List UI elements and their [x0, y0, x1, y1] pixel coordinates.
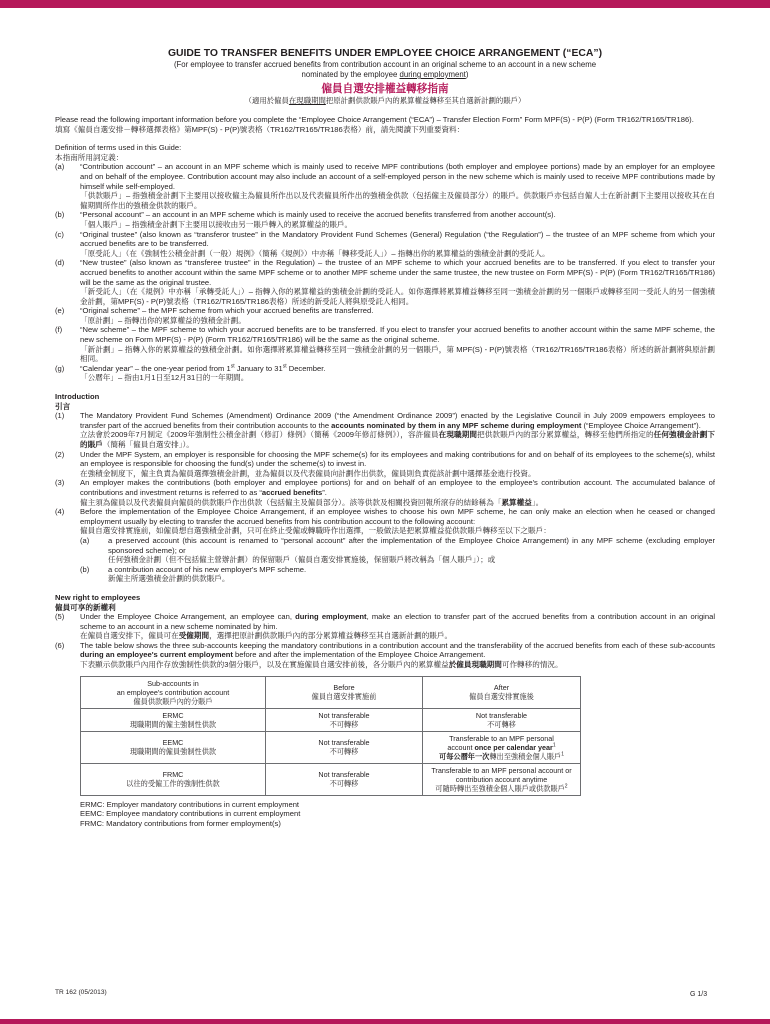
sub-accounts-table [80, 676, 581, 796]
abbreviation-notes [80, 800, 715, 829]
intro-item-2 [55, 450, 715, 479]
definition-item-a [55, 162, 715, 210]
intro-p1-zh [80, 430, 715, 449]
intro-p4-zh: 僱員自選安排實施前，如僱員想自選強積金計劃，只可在終止受僱或轉職時作出選擇，一般做法是把累算權益從供款賬戶轉移至以下之賬戶： [80, 526, 551, 536]
cell-text: Transferable to an MPF personal [449, 733, 554, 743]
definition-number: (e) [55, 306, 65, 316]
text-run: 可作轉移的情況。 [501, 660, 563, 670]
page-subtitle [55, 60, 715, 70]
text-run: 立法會於2009年7月制定《2009年強制性公積金計劃（修訂）條例》（簡稱《2009年修訂條例》），容許僱員 [80, 430, 439, 440]
sub-item-letter: (a) [80, 535, 90, 545]
text-bold: 累算權益 [501, 497, 532, 507]
item-number: (2) [55, 449, 65, 459]
text-bold: accrued benefits [261, 487, 323, 497]
sub-item-letter: (b) [80, 564, 90, 574]
introduction-heading-zh: 引言 [55, 401, 71, 411]
p6-zh [80, 660, 715, 670]
text-run: 下表顯示供款賬戶內用作存放強制性供款的3個分賬戶，以及在實施僱員自選安排前後，各分賬戶內的累算權益 [80, 660, 449, 670]
subtitle-line-1: (For employee to transfer accrued benefits from contribution account in an original scheme to an account in a new scheme [173, 60, 597, 69]
item-number: (6) [55, 640, 65, 650]
table-cell [266, 731, 423, 763]
text-bold: 受僱期間 [178, 631, 210, 641]
header-text: an employee's contribution account [116, 687, 230, 697]
definition-number: (g) [55, 363, 65, 373]
cell-text-zh [426, 784, 577, 793]
cell-text: EEMC [162, 738, 184, 748]
cell-text: Not transferable [318, 738, 370, 748]
definition-item-b [55, 210, 715, 229]
definition-item-g [55, 364, 715, 383]
ordinal-suffix: st [282, 363, 287, 370]
definition-item-c [55, 230, 715, 259]
header-text-zh: 僱員供款賬戶內的分賬戶 [133, 696, 213, 706]
cell-text-zh [426, 752, 577, 761]
definition-item-d [55, 258, 715, 306]
intro-sub-b [80, 565, 715, 584]
table-cell [81, 731, 266, 763]
text-run: Under the Employee Choice Arrangement, an employee can, [80, 612, 296, 622]
sub-text-en: a preserved account (this account is renamed to “personal account” after the implementation of the Employee Choice Arrangement) in any MPF scheme (excluding employer sponsored scheme); or [108, 535, 715, 555]
text-bold: 於僱員現職期間 [448, 660, 502, 670]
cell-text-zh: 現職期間的僱員強制性供款 [129, 747, 217, 757]
table-cell [423, 731, 581, 763]
new-right-heading-en: New right to employees [55, 592, 141, 602]
header-text-zh: 僱員自選安排實施前 [311, 692, 377, 702]
table-header-sub-accounts [81, 676, 266, 708]
cell-text: contribution account anytime [455, 774, 548, 784]
text-run: The Mandatory Provident Fund Schemes (Amendment) Ordinance 2009 (“the Amendment Ordinance 2009”) enacted by the Legislative Council in July 2009 empowers employees to transfer part of the accrued benefits from their contribution accounts to the [80, 411, 715, 430]
definition-text-zh: 「新計劃」– 指轉入你的累算權益的強積金計劃。如你選擇將累算權益轉移至同一強積金計劃的另一個賬戶，第 MPF(S) - P(P)號表格（TR162/TR165/TR186表格）所述的新計劃將與原計劃相同。 [80, 344, 715, 364]
cell-text: Not transferable [475, 710, 528, 720]
text-bold: during employment [295, 612, 367, 622]
note-line: EEMC: Employee mandatory contributions in current employment [80, 809, 301, 819]
cell-text: FRMC [162, 770, 184, 780]
text-run: 」。 [531, 497, 544, 507]
text-run: 在僱員自選安排下，僱員可在 [80, 631, 179, 641]
item-number: (5) [55, 612, 65, 622]
text-bold: accounts nominated by them in any MPF scheme during employment [331, 420, 582, 430]
definition-text-en: “Contribution account” – an account in an MPF scheme which is mainly used to receive MPF contributions (both employer and employee portions) made by an employer for an employee and on behalf of the employee. Contribution account may also include an account of a self-employed person in the new scheme which is mainly used to receive MPF contributions made by himself while self-employed. [80, 162, 715, 191]
header-text: Before [333, 683, 355, 693]
subtitle-underlined: during employment [399, 70, 466, 79]
cell-text: ERMC [162, 710, 184, 720]
form-code: TR 162 (05/2013) [55, 989, 107, 996]
definition-item-f [55, 325, 715, 363]
intro-p2-zh: 在強積金制度下，僱主負責為僱員選擇強積金計劃，並為僱員以及代表僱員向計劃作出供款，僱員則負責從該計劃中選擇基金進行投資。 [80, 468, 536, 478]
intro-p4-en: Before the implementation of the Employee Choice Arrangement, if an employee wishes to choose his own MPF scheme, he can only make an election when he ceased or changed employment usually by electing to transfer the accrued benefits from his contribution account to the following account: [80, 507, 715, 526]
text-run: The table below shows the three sub-accounts keeping the mandatory contributions in a contribution account and the transferability of the accrued benefits from each of these sub-accounts [80, 640, 715, 650]
table-header-after [423, 676, 581, 708]
sub-text-zh: 任何強積金計劃（但不包括僱主營辦計劃）的保留賬戶（僱員自選安排實施後，保留賬戶將改稱為「個人賬戶」）；或 [108, 555, 496, 565]
text-run: 把供款賬戶內的部分累算權益，轉移至他們所指定的 [477, 430, 654, 440]
cell-text: Transferable to an MPF personal account or [431, 765, 572, 775]
table-row [81, 763, 581, 795]
definition-number: (d) [55, 258, 65, 268]
footnote-marker: 1 [561, 751, 564, 758]
cell-text-zh: 現職期間的僱主強制性供款 [129, 719, 217, 729]
cell-text-zh: 不可轉移 [329, 719, 359, 729]
text-bold: 可每公曆年一次 [439, 751, 490, 761]
new-right-item-6 [55, 641, 715, 670]
top-accent-bar [0, 0, 770, 8]
text-run: , make an election to transfer part of the accrued benefits from a contribution account in an original scheme to an account in a new scheme nominated by him. [80, 612, 716, 631]
p6-en [80, 641, 715, 660]
definition-text-zh: 「新受託人」（在《規例》中亦稱「承轉受託人」）– 指轉入你的累算權益的強積金計劃的受託人。如你選擇將累算權益轉移至同一強積金計劃的另一個賬戶或轉移至同一受託人的另一個強積金計劃，第MPF(S) - P(P)號表格（TR162/TR165/TR186表格）所述的新受託人將與原受託人相同。 [80, 287, 715, 306]
text-run: 可隨時轉出至強積金個人賬戶或供款賬戶 [435, 783, 565, 793]
definition-number: (b) [55, 210, 65, 220]
text-run: (“Employee Choice Arrangement”). [581, 420, 701, 430]
intro-p3-en [80, 478, 715, 497]
new-right-heading-zh: 僱員可享的新權利 [55, 602, 116, 612]
text-bold: 在現職期間 [438, 430, 478, 440]
guide-page [55, 48, 715, 829]
definition-text-en: “New scheme” – the MPF scheme to which your accrued benefits are to be transferred. If you elect to transfer your accrued benefits to another account within the same MPF scheme, the new scheme on Form MPF(S) - P(P) (Form TR162/TR165/TR186) will be the same as the original scheme. [80, 325, 715, 345]
cell-text-zh: 不可轉移 [329, 779, 359, 789]
ordinal-suffix: st [230, 363, 235, 370]
intro-p2-en: Under the MPF System, an employer is responsible for choosing the MPF scheme(s) for its employees and making contributions for and on behalf of its employees to the scheme(s), whilst an employee is responsible for choosing the fund(s) under the scheme(s) to invest in. [80, 449, 715, 469]
page-title: GUIDE TO TRANSFER BENEFITS UNDER EMPLOYEE CHOICE ARRANGEMENT (“ECA”) [167, 48, 603, 59]
chinese-subtitle [55, 96, 715, 106]
definition-text-en: “Original scheme” – the MPF scheme from which your accrued benefits are transferred. [80, 306, 374, 316]
definition-text-zh: 「公曆年」– 指由1月1日至12月31日的一年期間。 [80, 373, 249, 383]
table-cell [266, 708, 423, 731]
item-number: (4) [55, 507, 65, 517]
table-cell [423, 763, 581, 795]
definition-number: (c) [55, 229, 64, 239]
definition-text-zh: 「原受託人」（在《強制性公積金計劃（一般）規例》（簡稱《規例》）中亦稱「轉移受託人」）– 指轉出你的累算權益的強積金計劃的受託人。 [80, 248, 550, 258]
table-header-before [266, 676, 423, 708]
item-number: (3) [55, 478, 65, 488]
text-run: before and after the implementation of the Employee Choice Arrangement. [232, 650, 486, 660]
definition-text-zh: 「供款賬戶」– 指強積金計劃下主要用以接收僱主為僱員所作出以及代表僱員所作出的強積金供款（包括僱主及僱員部分）的賬戶。供款賬戶亦包括自僱人士在新計劃下主要用以接收其在自僱期間所作出的強積金供款的賬戶。 [80, 191, 715, 210]
text-bold: during an employee's current employment [80, 650, 233, 660]
text-run: （簡稱「僱員自選安排」）。 [102, 440, 194, 449]
cell-text: Not transferable [318, 770, 370, 780]
text-run: An employer makes the contributions (both employer and employee portions) for and on behalf of an employee to the employee's contribution account. The accumulated balance of contributions and investment returns is referred to as “ [80, 478, 715, 497]
page-subtitle-2 [55, 70, 715, 80]
note-line: FRMC: Mandatory contributions from former employment(s) [80, 819, 281, 829]
table-cell [266, 763, 423, 795]
new-right-item-5 [55, 612, 715, 641]
text-bold: once per calendar year [474, 742, 553, 752]
cell-text: Not transferable [318, 710, 370, 720]
definition-text-en: “Original trustee” (also known as “transferor trustee” in the Mandatory Provident Fund Schemes (General) Regulation (“the Regulation”) – the trustee of an MPF scheme from which your accrued benefits are to be transferred. [80, 229, 715, 249]
intro-item-1 [55, 411, 715, 449]
intro-text-zh: 填寫《僱員自選安排－轉移選擇表格》第MPF(S) - P(P)號表格（TR162/TR165/TR186表格）前，請先閱讀下列重要資料： [55, 124, 465, 134]
header-text: Sub-accounts in [147, 678, 199, 688]
bottom-accent-bar [0, 1019, 770, 1024]
introduction-heading-en: Introduction [55, 392, 100, 402]
intro-item-3 [55, 478, 715, 507]
table-cell [423, 708, 581, 731]
sub-text-zh: 新僱主所選強積金計劃的供款賬戶。 [108, 574, 230, 584]
intro-sub-a [80, 536, 715, 565]
definition-text-en [80, 364, 715, 374]
cell-text [426, 743, 577, 752]
p5-zh [80, 631, 715, 641]
subtitle-line-2: nominated by the employee [301, 70, 400, 79]
text-bold: 任何強積金計劃下的賬戶 [80, 430, 716, 449]
cell-text-zh: 以往的受僱工作的強制性供款 [126, 779, 220, 789]
table-cell [81, 763, 266, 795]
table-header-row [81, 676, 581, 708]
table-cell [81, 708, 266, 731]
chinese-subtitle-underlined: 在現職期間 [288, 96, 326, 105]
table-row [81, 731, 581, 763]
item-number: (1) [55, 411, 65, 421]
text-run: 僱主須為僱員以及代表僱員向僱員的供款賬戶作出供款（包括僱主及僱員部分）。該等供款及相關投資回報所滾存的結餘稱為「 [80, 497, 502, 507]
text-run: ”. [322, 487, 327, 497]
definition-number: (a) [55, 162, 65, 172]
chinese-title: 僱員自選安排權益轉移指南 [321, 83, 449, 95]
sub-text-en: a contribution account of his new employer's MPF scheme. [108, 564, 307, 574]
footnote-marker: 2 [564, 783, 568, 790]
note-line: ERMC: Employer mandatory contributions in current employment [80, 799, 300, 809]
calendar-year-text-2: January to 31 [234, 363, 283, 373]
intro-item-4 [55, 507, 715, 584]
p5-en [80, 612, 715, 631]
table-row [81, 708, 581, 731]
text-run: account [447, 742, 475, 752]
definition-text-zh: 「個人賬戶」– 指強積金計劃下主要用以接收由另一賬戶轉入的累算權益的賬戶。 [80, 219, 353, 229]
intro-p3-zh [80, 498, 715, 508]
cell-text-zh: 不可轉移 [487, 719, 516, 729]
header-text-zh: 僱員自選安排實施後 [469, 692, 534, 702]
chinese-subtitle-1: （適用於僱員 [244, 96, 289, 105]
definition-item-e [55, 306, 715, 325]
definition-text-en: “Personal account” – an account in an MPF scheme which is mainly used to receive the accrued benefits transferred from another account(s). [80, 210, 556, 220]
header-text: After [493, 683, 510, 693]
calendar-year-text-1: “Calendar year” – the one-year period from 1 [80, 363, 231, 373]
subtitle-close: ) [465, 70, 469, 79]
text-run: ，選擇把原計劃供款賬戶內的部分累算權益轉移至其自選新計劃的賬戶。 [209, 631, 453, 641]
page-number: G 1/3 [690, 991, 708, 998]
calendar-year-text-3: December. [286, 363, 326, 373]
chinese-subtitle-2: 把原計劃供款賬戶內的累算權益轉移至其自選新計劃的賬戶） [325, 96, 526, 105]
cell-text-zh: 不可轉移 [329, 747, 359, 757]
definition-number: (f) [55, 325, 63, 335]
definitions-heading-zh: 本指南所用詞定義： [55, 152, 124, 162]
definitions-heading-en: Definition of terms used in this Guide: [55, 143, 182, 153]
definition-text-en: “New trustee” (also known as “transferee trustee” in the Regulation) – the trustee of an MPF scheme to which your accrued benefits are to be transferred. If you elect to transfer your accrued benefits to another account within the same MPF scheme or to another MPF scheme under the same trustee, the new trustee on Form MPF(S) - P(P) (Form TR162/TR165/TR186) will be the same as the original trustee. [80, 258, 715, 287]
definition-text-zh: 「原計劃」– 指轉出你的累算權益的強積金計劃。 [80, 315, 246, 325]
intro-p1-en [80, 411, 715, 430]
text-run: 轉出至強積金個人賬戶 [489, 751, 562, 761]
footnote-marker: 1 [552, 742, 556, 749]
intro-text-en: Please read the following important information before you complete the “Employee Choice Arrangement (“ECA”) – Transfer Election Form” Form MPF(S) - P(P) (Form TR162/TR165/TR186). [55, 115, 694, 124]
